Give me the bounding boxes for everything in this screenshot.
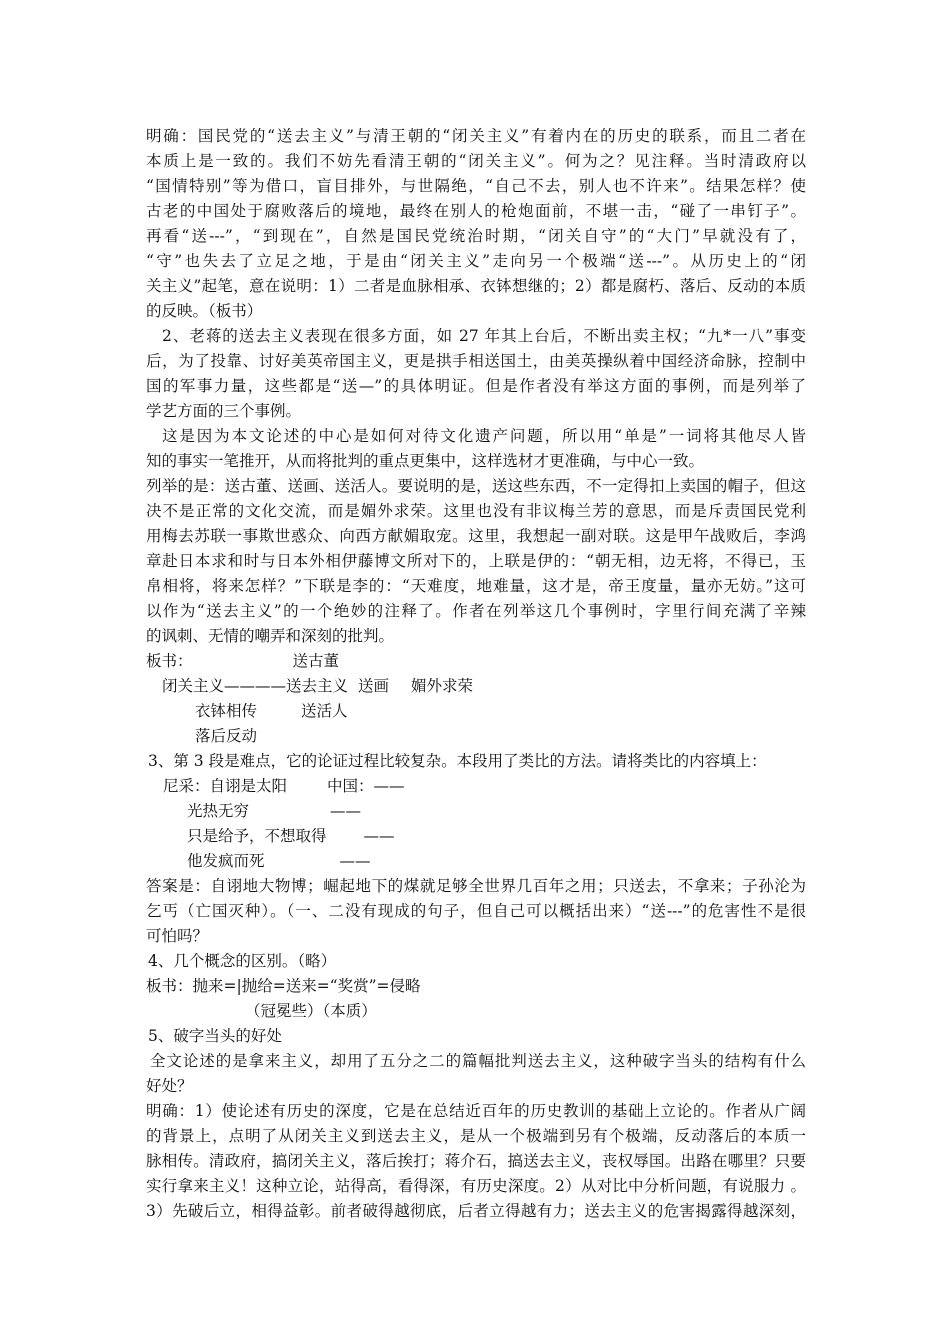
board-2-line: 板书：抛来=|抛给=送来=“奖赏”=侵略	[146, 977, 421, 995]
analogy-row	[187, 849, 371, 874]
paragraph-2-line: 国的军事力量，这些都是“送—”的具体明证。但是作者没有举这方面的事例，而是列举了	[146, 377, 806, 395]
question-5-line: 全文论述的是拿来主义，却用了五分之二的篇幅批判送去主义，这种破字当头的结构有什么	[150, 1052, 806, 1070]
paragraph-4-line: 列举的是：送古董、送画、送活人。要说明的是，送这些东西，不一定得扣上卖国的帽子，但这	[146, 477, 806, 495]
question-5-line: 好处？	[146, 1077, 193, 1095]
answer-3-line: 乞丐（亡国灭种）。（一、二没有现成的句子，但自己可以概括出来）“送---”的危害性不是很	[146, 902, 806, 920]
board-1-sub: 衣钵相传	[195, 702, 258, 720]
paragraph-1-line: “守”也失去了立足之地，于是由“闭关主义”走向另一个极端“送---”。从历史上的“闭	[146, 252, 806, 270]
analogy-left: 光热无穷	[187, 802, 250, 820]
answer-3-line: 答案是：自诩地大物博；崛起地下的煤就足够全世界几百年之用；只送去，不拿来；子孙沦为	[146, 877, 806, 895]
analogy-left: 只是给予，不想取得	[187, 827, 327, 845]
board-2-note: （冠冕些）（本质）	[245, 1002, 377, 1020]
board-1-row	[146, 649, 339, 674]
analogy-row	[187, 824, 395, 849]
board-1-result: 媚外求荣	[411, 677, 474, 695]
analogy-row	[163, 774, 405, 799]
board-1-row	[162, 674, 473, 699]
paragraph-4-line: 的讽刺、无情的嘲弄和深刻的批判。	[146, 627, 395, 645]
paragraph-1-line: 再看“送---”，“到现在”，自然是国民党统治时期，“闭关自守”的“大门”早就没有了，	[146, 227, 806, 245]
paragraph-1-line: 古老的中国处于腐败落后的境地，最终在别人的枪炮面前，不堪一击，“碰了一串钉子”。	[146, 202, 806, 220]
analogy-left: 尼采：自诩是太阳	[163, 777, 288, 795]
answer-5-line: 脉相传。清政府，搞闭关主义，落后挨打；蒋介石，搞送去主义，丧权辱国。出路在哪里？只要	[146, 1152, 806, 1170]
question-4-heading: 4、几个概念的区别。（略）	[148, 952, 337, 970]
board-1-label: 板书：	[146, 652, 193, 670]
paragraph-2-line: 后，为了投靠、讨好美英帝国主义，更是拱手相送国土，由美英操纵着中国经济命脉，控制中	[146, 352, 806, 370]
analogy-left: 他发疯而死	[187, 852, 265, 870]
analogy-right: ——	[330, 802, 362, 820]
paragraph-4-line: 以作为“送去主义”的一个绝妙的注释了。作者在列举这几个事例时，字里行间充满了辛辣	[146, 602, 806, 620]
answer-5-line: 实行拿来主义！这种立论，站得高，看得深，有历史深度。2）从对比中分析问题，有说服力 。	[146, 1177, 806, 1195]
paragraph-1-line: “国情特别”等为借口，盲目排外，与世隔绝，“自己不去，别人也不许来”。结果怎样？使	[146, 177, 806, 195]
board-1-row	[195, 699, 348, 724]
paragraph-2-line: 2、老蒋的送去主义表现在很多方面，如 27 年其上台后，不断出卖主权；“九*一八”事变	[162, 327, 806, 345]
paragraph-4-line: 用梅去苏联一事欺世惑众、向西方献媚取宠。这里，我想起一副对联。这是甲午战败后，李鸿	[146, 527, 806, 545]
answer-5-line: 明确：1）使论述有历史的深度，它是在总结近百年的历史教训的基础上立论的。作者从广阔	[146, 1102, 806, 1120]
paragraph-3-line: 这是因为本文论述的中心是如何对待文化遗产问题，所以用“单是”一词将其他尽人皆	[162, 427, 806, 445]
paragraph-2-line: 学艺方面的三个事例。	[146, 402, 302, 420]
board-1-item: 送古董	[292, 652, 340, 670]
analogy-row	[187, 799, 361, 824]
question-5-heading: 5、破字当头的好处	[148, 1027, 282, 1045]
paragraph-4-line: 帛相将，将来怎样？”下联是李的：“天难度，地难量，这才是，帝王度量，量亦无妨。”这可	[146, 577, 806, 595]
answer-5-line: 3）先破后立，相得益彰。前者破得越彻底，后者立得越有力；送去主义的危害揭露得越深刻，	[146, 1202, 806, 1220]
board-1-left-term: 闭关主义————送去主义	[162, 677, 349, 695]
paragraph-3-line: 知的事实一笔推开，从而将批判的重点更集中，这样选材才更准确，与中心一致。	[146, 452, 705, 470]
analogy-right: ——	[363, 827, 395, 845]
answer-5-line: 的背景上，点明了从闭关主义到送去主义，是从一个极端到另有个极端，反动落后的本质一	[146, 1127, 806, 1145]
paragraph-4-line: 决不是正常的文化交流，而是媚外求荣。这里也没有非议梅兰芳的意思，而是斥责国民党利	[146, 502, 806, 520]
paragraph-1-line: 关主义”起笔，意在说明：1）二者是血脉相承、衣钵想继的；2）都是腐朽、落后、反动的本质	[146, 277, 806, 295]
question-3-heading: 3、第 3 段是难点，它的论证过程比较复杂。本段用了类比的方法。请将类比的内容填上：	[148, 752, 767, 770]
paragraph-4-line: 章赴日本求和时与日本外相伊藤博文所对下的，上联是伊的：“朝无相，边无将，不得已，玉	[146, 552, 806, 570]
answer-3-line: 可怕吗？	[146, 927, 209, 945]
analogy-right: ——	[339, 852, 371, 870]
paragraph-1-line: 的反映。（板书）	[146, 302, 263, 320]
analogy-right: 中国：——	[327, 777, 405, 795]
board-1-item: 送活人	[301, 702, 348, 720]
board-1-sub: 落后反动	[195, 727, 258, 745]
board-1-item: 送画	[358, 677, 390, 695]
paragraph-1-line: 本质上是一致的。我们不妨先看清王朝的“闭关主义”。何为之？见注释。当时清政府以	[146, 152, 806, 170]
paragraph-1-line: 明确：国民党的“送去主义”与清王朝的“闭关主义”有着内在的历史的联系，而且二者在	[146, 127, 806, 145]
